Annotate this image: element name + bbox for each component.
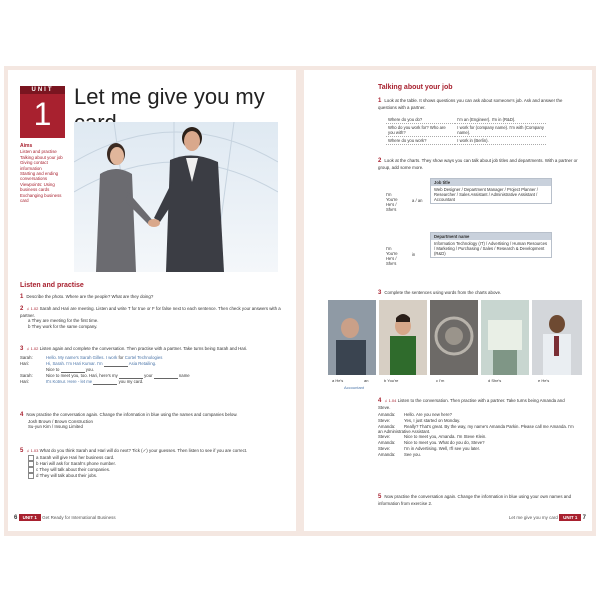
job-exercise-5 — [378, 494, 578, 506]
unit-badge — [20, 86, 65, 138]
caption-an: an — [364, 378, 369, 383]
answer-cell: I'm an (Engineer). I'm in (R&D). — [455, 116, 546, 124]
page-number: 7 — [582, 515, 586, 521]
book-title: Get Ready for International Business — [42, 515, 116, 520]
dialog-text: Nice to meet you, too. Hari, here's my — [46, 372, 118, 378]
name-option: Josh Brown / Brown Construction — [28, 418, 93, 424]
right-page — [304, 70, 592, 531]
answer-blank[interactable] — [93, 380, 117, 385]
exercise-number: 3 — [378, 290, 382, 296]
table-row — [386, 116, 546, 124]
exercise-text: Describe the photo. Where are the people? What are they doing? — [26, 294, 154, 299]
speaker: Steve: — [378, 446, 391, 452]
speaker: Amanda: — [378, 440, 396, 446]
question-cell: Where do you work? — [386, 137, 455, 145]
unit-number: 1 — [33, 96, 52, 132]
handshake-photo — [74, 122, 278, 272]
option-text: c They will talk about their companies. — [36, 466, 111, 472]
job-questions-table — [386, 116, 546, 145]
answer-blank[interactable] — [154, 374, 178, 379]
aims-item: Listen and practise — [20, 149, 57, 155]
guess-option[interactable] — [20, 473, 285, 479]
speaker: Steve: — [378, 418, 391, 424]
table-row — [386, 137, 546, 145]
exercise-number: 5 — [378, 494, 382, 500]
dialog-text: for — [118, 354, 124, 360]
track-number: 1.02 — [30, 306, 39, 311]
subject-pronouns: I'm You're He's / She's — [386, 192, 398, 212]
listen-heading: Listen and practise — [20, 282, 84, 289]
audio-icon[interactable]: ♫ — [26, 306, 30, 311]
aims-item: Exchanging business card — [20, 192, 62, 204]
option-text: b Hari will ask for Sarah's phone number. — [36, 460, 116, 466]
job-photo-strip — [328, 300, 582, 375]
track-number: 1.04 — [388, 398, 397, 403]
caption-c: c I'm — [436, 378, 445, 383]
dialog-line — [20, 379, 285, 385]
dialog-text: you my card. — [118, 378, 144, 384]
dialog-text: I'm in Advertising. Well, I'll see you later. — [404, 446, 481, 452]
table-row — [386, 124, 546, 137]
speaker: Hari: — [20, 378, 30, 384]
dialog-text: Asia Retailing. — [128, 360, 157, 366]
caption-answer: Accountant — [344, 385, 365, 390]
chart-body: Web Designer / Department Manager / Project Planner / Researcher / Sales Assistant / Administrative Assistant / Accountant — [434, 187, 538, 202]
caption-a: a He's — [332, 378, 344, 383]
subject-pronouns: I'm You're He's / She's — [386, 246, 398, 266]
exercise-number: 2 — [378, 158, 382, 164]
left-page — [8, 70, 296, 531]
job-exercise-1 — [378, 98, 578, 110]
page-number: 6 — [14, 515, 18, 521]
caption-d: d She's — [488, 378, 502, 383]
dialog-text: name — [178, 372, 190, 378]
aims-item: Starting and ending conversations — [20, 171, 59, 182]
job-title-box — [430, 178, 552, 204]
caption-b: b You're — [384, 378, 399, 383]
dialog-line — [378, 452, 578, 458]
dialog-line — [378, 424, 578, 434]
dialog-text: your — [144, 372, 153, 378]
exercise-number: 5 — [20, 448, 24, 454]
speaker: Sarah: — [20, 372, 33, 378]
exercise-number: 3 — [20, 346, 24, 352]
dialog-text: you. — [85, 366, 94, 372]
chart-header: Department name — [431, 233, 551, 240]
dialog-text: Nice to — [46, 366, 60, 372]
listen-exercise-4 — [20, 412, 285, 430]
footer-right — [509, 515, 586, 525]
exercise-text: Sarah and Hari are meeting. Listen and write T for true or F for false next to each sentence. Then check your answers with a partner. — [20, 306, 281, 318]
exercise-text: Listen again and complete the conversation. Then practise with a partner. Take turns being Sarah and Hari. — [39, 346, 248, 351]
footer-left — [14, 515, 116, 525]
speaker: Amanda: — [378, 452, 396, 458]
statement-a: a They are meeting for the first time. — [28, 318, 99, 324]
dialog-text: Hello. Are you new here? — [404, 412, 453, 418]
aims-item: Talking about your job — [20, 154, 63, 160]
unit-label: UNIT — [20, 86, 65, 94]
exercise-text: What do you think Sarah and Hari will do next? Tick (✓) your guesses. Then listen to see if you are correct. — [39, 448, 248, 453]
dialog-text: Hello. My name's Sarah Gilles. I — [46, 354, 107, 360]
listen-exercise-1 — [20, 294, 285, 301]
answer-blank[interactable] — [104, 362, 128, 367]
exercise-number: 4 — [378, 398, 382, 404]
book-spread — [4, 66, 596, 536]
checkbox[interactable] — [28, 473, 34, 479]
chart-header: Job title — [431, 179, 551, 186]
audio-icon[interactable]: ♫ — [26, 346, 30, 351]
caption-e: e He's — [538, 378, 550, 383]
listen-exercise-5 — [20, 448, 285, 479]
speaker: Sarah: — [20, 354, 33, 360]
exercise-number: 4 — [20, 412, 24, 418]
audio-icon[interactable]: ♫ — [26, 448, 30, 453]
job-exercise-2 — [378, 158, 578, 170]
speaker: Amanda: — [378, 412, 396, 418]
answer-cell: I work in (Berlin). — [455, 137, 546, 145]
aims-heading: Aims — [20, 143, 33, 149]
answer-blank: work — [108, 354, 118, 360]
exercise-text: Listen to the conversation. Then practise with a partner. Take turns being Amanda and Steve. — [378, 398, 565, 410]
exercise-text: Now practise the conversation again. Change the information in blue using your own names and information from exercise 2. — [378, 494, 572, 506]
conversation-amanda-steve — [378, 412, 578, 458]
speaker: Amanda: — [378, 424, 396, 430]
chapter-title: Let me give you my card — [508, 515, 558, 520]
track-number: 1.03 — [30, 448, 39, 453]
dialog-text: It's Kotnur. Here - let me — [46, 378, 93, 384]
dialog-text: Really? That's great. By the way, my name's Amanda Parkin. Please call me Amanda. I'm an Administrative Assistant. — [378, 424, 574, 435]
exercise-number: 1 — [378, 98, 382, 104]
dialog-text: Hi, Sarah. I'm Hari Kumar. I'm — [46, 360, 103, 366]
audio-icon[interactable]: ♫ — [384, 398, 388, 403]
chart-body: Information Technology (IT) / Advertising / Human Resources / Marketing / Purchasing / Sales / Research & Development (R&D) — [434, 241, 548, 256]
exercise-text: Look at the charts. They show ways you can talk about job titles and departments. With a partner or group, add some more. — [378, 158, 578, 170]
exercise-number: 1 — [20, 294, 24, 300]
preposition: in — [412, 252, 416, 257]
job-heading: Talking about your job — [378, 84, 453, 91]
footer-unit-tag: UNIT 1 — [559, 514, 581, 521]
name-option: Su-yun Kim / Insung Limited — [28, 424, 83, 430]
dialog-text: Nice to meet you. What do you do, Steve? — [404, 440, 485, 446]
exercise-text: Now practise the conversation again. Change the information in blue using the names and companies below. — [26, 412, 238, 417]
article: a / an — [412, 198, 423, 203]
footer-unit-tag: UNIT 1 — [19, 514, 41, 521]
option-text: a Sarah will give Hari her business card. — [36, 454, 115, 460]
aims-item: Viewpoints: Using business cards — [20, 181, 55, 193]
dialog-text: Yes, I just started on Monday. — [404, 418, 461, 424]
dialog-text: See you. — [404, 452, 421, 458]
exercise-text: Look at the table. It shows questions you can ask about someone's job. Ask and answer the questions with a partner. — [378, 98, 563, 110]
statement-b: b They work for the same company. — [28, 323, 98, 329]
speaker: Steve: — [378, 434, 391, 440]
aims-list — [20, 144, 70, 203]
option-text: d They will talk about their jobs. — [36, 472, 98, 478]
answer-cell: I work for (company name). I'm with (Company name). — [455, 124, 546, 137]
department-box — [430, 232, 552, 258]
listen-exercise-3 — [20, 346, 285, 385]
question-cell: Where do you do? — [386, 116, 455, 124]
aims-item: Giving contact information — [20, 160, 48, 171]
unit-title: Let me give you my — [74, 84, 265, 109]
question-cell: Who do you work for? Who are you with? — [386, 124, 455, 137]
job-exercise-4 — [378, 398, 578, 458]
track-number: 1.02 — [30, 346, 39, 351]
exercise-number: 2 — [20, 306, 24, 312]
job-exercise-3 — [378, 290, 578, 297]
conversation-sarah-hari — [20, 355, 285, 385]
speaker: Hari: — [20, 360, 30, 366]
listen-exercise-2 — [20, 306, 285, 329]
dialog-text: Nice to meet you, Amanda. I'm Steve Klein. — [404, 434, 487, 440]
exercise-text: Complete the sentences using words from the charts above. — [384, 290, 502, 295]
dialog-text: Cortel Technologies — [124, 354, 163, 360]
